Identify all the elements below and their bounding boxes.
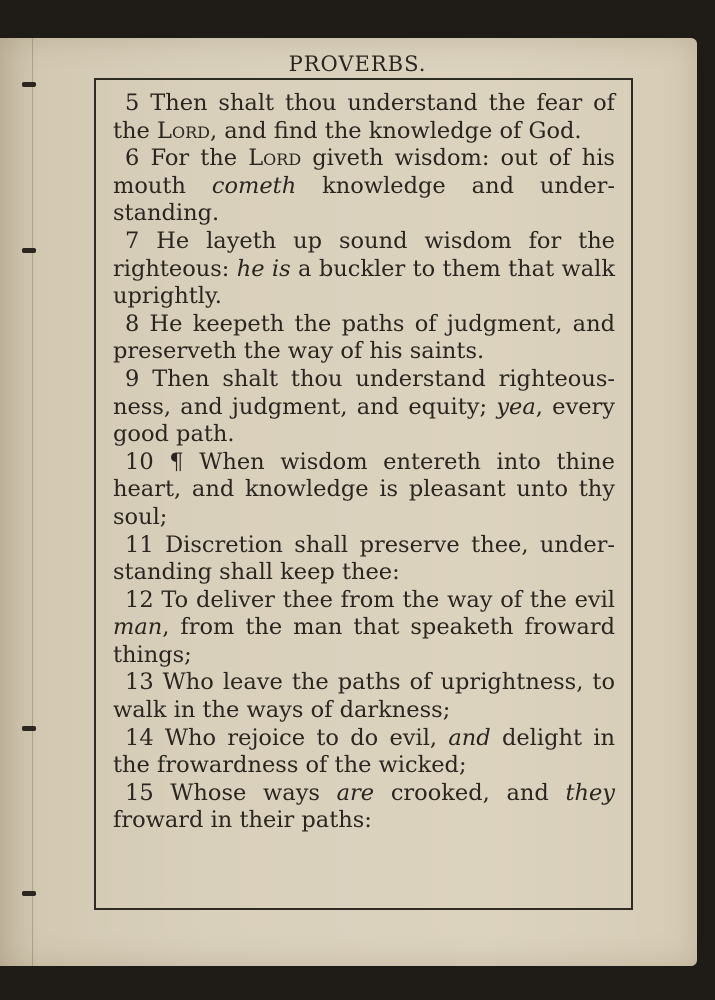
italic-word: and: [448, 724, 491, 751]
running-header: PROVERBS.: [288, 52, 427, 76]
italic-word: man: [113, 614, 163, 641]
verse-text: 10 ¶ When wisdom entereth into thine heart, and knowledge is pleasant unto thy soul;: [113, 448, 615, 530]
verse-text: 12 To deliver thee from the way of the evil: [125, 586, 615, 613]
small-caps-word: Lord: [157, 117, 210, 144]
verse-text: froward in their paths:: [113, 807, 372, 834]
italic-word: cometh: [211, 172, 297, 199]
verse: [113, 366, 615, 449]
verse: [113, 449, 615, 532]
verse-text: 9 Then shalt thou understand righteous-ness, and judgment, and equity;: [113, 365, 615, 420]
binding-stitch: [22, 891, 36, 896]
verse-text: 6 For the: [125, 145, 249, 172]
verse-text: 8 He keepeth the paths of judgment, and preserveth the way of his saints.: [113, 310, 615, 365]
verse-text: 15 Whose ways: [125, 779, 337, 806]
verse-text: , and find the knowledge of God.: [209, 117, 582, 144]
verse-text: delight in the frowardness of the wicked;: [113, 724, 615, 779]
verse-text: a buckler to them that walk uprightly.: [113, 255, 615, 310]
italic-word: they: [565, 779, 616, 806]
verse: [113, 725, 615, 780]
verse-text: 7 He layeth up sound wisdom for the righteous:: [113, 227, 615, 282]
verse: [113, 587, 615, 670]
small-caps-word: Lord: [248, 145, 302, 172]
verse: [113, 145, 615, 228]
italic-word: are: [336, 779, 375, 806]
verse-text: , from the man that speaketh froward things;: [113, 614, 615, 668]
verse: [113, 780, 615, 835]
verse-text: giveth wisdom: out of his mouth: [113, 145, 615, 199]
verse-text: crooked, and: [374, 779, 566, 806]
verse: [113, 90, 615, 145]
verse-text: 11 Discretion shall preserve thee, under-standing shall keep thee:: [113, 531, 615, 586]
verse: [113, 228, 615, 311]
verse-text: knowledge and under-standing.: [113, 172, 615, 227]
verse-text: 13 Who leave the paths of uprightness, to walk in the ways of darkness;: [113, 669, 615, 724]
verse: [113, 311, 615, 366]
verse-text-block: [113, 90, 615, 835]
binding-gutter: [32, 38, 33, 966]
italic-word: yea: [496, 393, 536, 420]
italic-word: he is: [236, 255, 291, 282]
verse-text: , every good path.: [113, 393, 615, 448]
binding-stitch: [22, 82, 36, 87]
binding-stitch: [22, 248, 36, 253]
verse-text: 5 Then shalt thou understand the fear of the: [113, 90, 615, 144]
binding-stitch: [22, 726, 36, 731]
verse: [113, 669, 615, 724]
verse: [113, 532, 615, 587]
verse-text: 14 Who rejoice to do evil,: [125, 724, 449, 751]
